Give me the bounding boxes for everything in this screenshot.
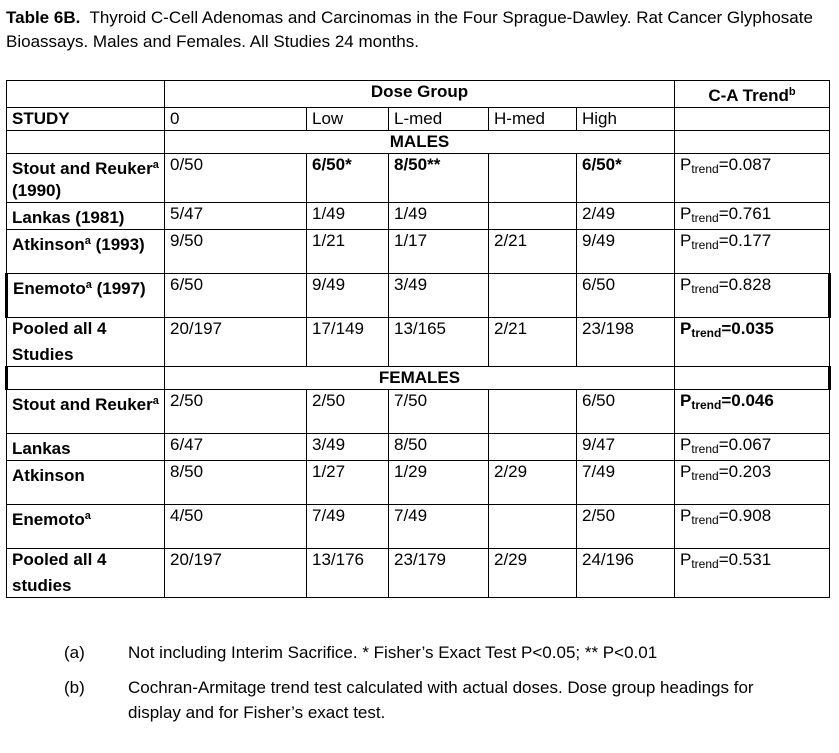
- incidence-cell: 17/149: [307, 318, 389, 367]
- males-row-1: [7, 203, 830, 230]
- study-sup: a: [152, 395, 159, 407]
- incidence-cell: 2/50: [307, 390, 389, 434]
- study-tail: (1993): [90, 235, 145, 254]
- study-cell: [7, 505, 165, 549]
- trend-header-blank: [675, 108, 830, 131]
- incidence-cell: 24/196: [577, 549, 675, 598]
- dose-header-low: Low: [307, 108, 389, 131]
- females-blank-left: [7, 367, 165, 390]
- p-value: =0.067: [718, 435, 772, 454]
- trend-header-text: C-A Trend: [708, 86, 789, 105]
- trend-cell: [675, 390, 830, 434]
- incidence-cell: [489, 390, 577, 434]
- p-value: =0.531: [718, 550, 772, 569]
- incidence-cell: 6/50*: [577, 154, 675, 203]
- study-sup: a: [84, 510, 91, 522]
- trend-cell: [675, 549, 830, 598]
- incidence-cell: [489, 505, 577, 549]
- males-section-row: [7, 131, 830, 154]
- study-cell: [7, 230, 165, 274]
- trend-cell: [675, 505, 830, 549]
- p-label: P: [680, 506, 692, 525]
- males-label: MALES: [165, 131, 675, 154]
- incidence-cell: [489, 203, 577, 230]
- p-label: P: [680, 155, 692, 174]
- incidence-cell: 2/49: [577, 203, 675, 230]
- study-name: Enemoto: [13, 279, 86, 298]
- females-label: FEMALES: [165, 367, 675, 390]
- trend-cell: [675, 230, 830, 274]
- p-value: =0.828: [718, 275, 772, 294]
- study-cell: [7, 203, 165, 230]
- header-row-2: [7, 108, 830, 131]
- incidence-cell: 6/50: [165, 274, 307, 318]
- p-sub: trend: [691, 282, 719, 296]
- p-label: P: [680, 435, 692, 454]
- study-name: Lankas (1981): [12, 208, 125, 227]
- study-sup: a: [152, 159, 159, 171]
- incidence-cell: 9/49: [307, 274, 389, 318]
- males-blank-right: [675, 131, 830, 154]
- incidence-cell: 6/50*: [307, 154, 389, 203]
- header-row-1: [7, 81, 830, 108]
- incidence-cell: 13/176: [307, 549, 389, 598]
- p-label: P: [680, 275, 692, 294]
- trend-cell: [675, 318, 830, 367]
- study-cell: [7, 390, 165, 434]
- incidence-cell: 2/21: [489, 318, 577, 367]
- trend-cell: [675, 203, 830, 230]
- study-tail: (1997): [91, 279, 146, 298]
- p-sub: trend: [691, 162, 719, 176]
- table-body: [7, 81, 830, 598]
- incidence-cell: 2/29: [489, 549, 577, 598]
- caption-label: Table 6B.: [6, 8, 81, 27]
- p-label: P: [680, 391, 692, 410]
- footnote-b-tag: (b): [64, 678, 85, 697]
- incidence-cell: 20/197: [165, 318, 307, 367]
- incidence-cell: 9/47: [577, 434, 675, 461]
- p-label: P: [680, 319, 692, 338]
- p-value: =0.761: [718, 204, 772, 223]
- incidence-cell: 1/49: [389, 203, 489, 230]
- incidence-cell: 2/50: [577, 505, 675, 549]
- incidence-cell: 5/47: [165, 203, 307, 230]
- incidence-cell: 3/49: [307, 434, 389, 461]
- incidence-cell: 1/49: [307, 203, 389, 230]
- females-section-row: [7, 367, 830, 390]
- incidence-cell: [489, 154, 577, 203]
- incidence-cell: 1/29: [389, 461, 489, 505]
- incidence-cell: 8/50**: [389, 154, 489, 203]
- incidence-cell: 2/29: [489, 461, 577, 505]
- study-cell: [7, 274, 165, 318]
- study-cell: [7, 549, 165, 598]
- study-tail: (1990): [12, 181, 62, 200]
- females-row-1: [7, 434, 830, 461]
- study-name: Enemoto: [12, 510, 85, 529]
- incidence-cell: 9/49: [577, 230, 675, 274]
- p-sub: trend: [691, 211, 719, 225]
- incidence-cell: 8/50: [389, 434, 489, 461]
- study-cell: [7, 461, 165, 505]
- incidence-cell: 23/179: [389, 549, 489, 598]
- dose-header-hmed: H-med: [489, 108, 577, 131]
- p-label: P: [680, 204, 692, 223]
- study-header: STUDY: [7, 108, 165, 131]
- p-sub: trend: [691, 398, 722, 412]
- incidence-cell: 9/50: [165, 230, 307, 274]
- p-label: P: [680, 462, 692, 481]
- study-name: Stout and Reuker: [12, 159, 153, 178]
- p-sub: trend: [691, 557, 719, 571]
- trend-header: [675, 81, 830, 108]
- incidence-cell: 8/50: [165, 461, 307, 505]
- p-label: P: [680, 231, 692, 250]
- incidence-cell: 7/50: [389, 390, 489, 434]
- trend-cell: [675, 461, 830, 505]
- study-name: Pooled all 4 Studies: [12, 319, 107, 364]
- incidence-cell: 6/50: [577, 274, 675, 318]
- p-sub: trend: [691, 238, 719, 252]
- p-label: P: [680, 550, 692, 569]
- table-caption: [6, 6, 826, 54]
- females-blank-right: [675, 367, 830, 390]
- incidence-cell: 7/49: [307, 505, 389, 549]
- incidence-cell: 4/50: [165, 505, 307, 549]
- footnote-b-text: Cochran-Armitage trend test calculated with actual doses. Dose group headings for display and for Fisher’s exact test.: [128, 678, 754, 722]
- footnote-a-text: Not including Interim Sacrifice. * Fisher’s Exact Test P<0.05; ** P<0.01: [128, 643, 658, 662]
- study-name: Pooled all 4 studies: [12, 550, 107, 595]
- incidence-cell: 20/197: [165, 549, 307, 598]
- incidence-cell: [489, 274, 577, 318]
- trend-cell: [675, 154, 830, 203]
- males-row-2: [7, 230, 830, 274]
- p-sub: trend: [691, 513, 719, 527]
- incidence-cell: 0/50: [165, 154, 307, 203]
- p-sub: trend: [691, 442, 719, 456]
- incidence-cell: 1/21: [307, 230, 389, 274]
- incidence-cell: 7/49: [577, 461, 675, 505]
- incidence-cell: 1/17: [389, 230, 489, 274]
- incidence-cell: 1/27: [307, 461, 389, 505]
- p-value: =0.046: [721, 391, 774, 410]
- incidence-cell: 3/49: [389, 274, 489, 318]
- incidence-cell: 6/47: [165, 434, 307, 461]
- results-table: [5, 80, 831, 598]
- header-blank: [7, 81, 165, 108]
- p-value: =0.908: [718, 506, 772, 525]
- study-sup: a: [85, 279, 92, 291]
- caption-text: Thyroid C-Cell Adenomas and Carcinomas in the Four Sprague-Dawley. Rat Cancer Glyphosate Bioassays. Males and Females. All Studies 24 months.: [6, 8, 813, 51]
- trend-header-sup: b: [788, 86, 796, 98]
- dose-header-high: High: [577, 108, 675, 131]
- study-name: Atkinson: [12, 466, 85, 485]
- males-blank-left: [7, 131, 165, 154]
- dose-header-lmed: L-med: [389, 108, 489, 131]
- study-name: Lankas: [12, 439, 71, 458]
- males-row-4: [7, 318, 830, 367]
- incidence-cell: 2/50: [165, 390, 307, 434]
- p-value: =0.203: [718, 462, 772, 481]
- incidence-cell: 2/21: [489, 230, 577, 274]
- dose-group-header: Dose Group: [165, 81, 675, 108]
- incidence-cell: [489, 434, 577, 461]
- p-sub: trend: [691, 326, 722, 340]
- p-value: =0.087: [718, 155, 772, 174]
- incidence-cell: 23/198: [577, 318, 675, 367]
- females-row-3: [7, 505, 830, 549]
- dose-header-0: 0: [165, 108, 307, 131]
- p-value: =0.177: [718, 231, 772, 250]
- females-row-4: [7, 549, 830, 598]
- footnote-a-tag: (a): [64, 643, 85, 662]
- females-row-2: [7, 461, 830, 505]
- study-cell: [7, 434, 165, 461]
- trend-cell: [675, 434, 830, 461]
- p-sub: trend: [691, 469, 719, 483]
- incidence-cell: 6/50: [577, 390, 675, 434]
- females-row-0: [7, 390, 830, 434]
- incidence-cell: 13/165: [389, 318, 489, 367]
- p-value: =0.035: [721, 319, 774, 338]
- study-name: Atkinson: [12, 235, 85, 254]
- study-cell: [7, 318, 165, 367]
- study-sup: a: [84, 235, 91, 247]
- study-name: Stout and Reuker: [12, 395, 153, 414]
- trend-cell: [675, 274, 830, 318]
- incidence-cell: 7/49: [389, 505, 489, 549]
- males-row-0: [7, 154, 830, 203]
- males-row-3: [7, 274, 830, 318]
- study-cell: [7, 154, 165, 203]
